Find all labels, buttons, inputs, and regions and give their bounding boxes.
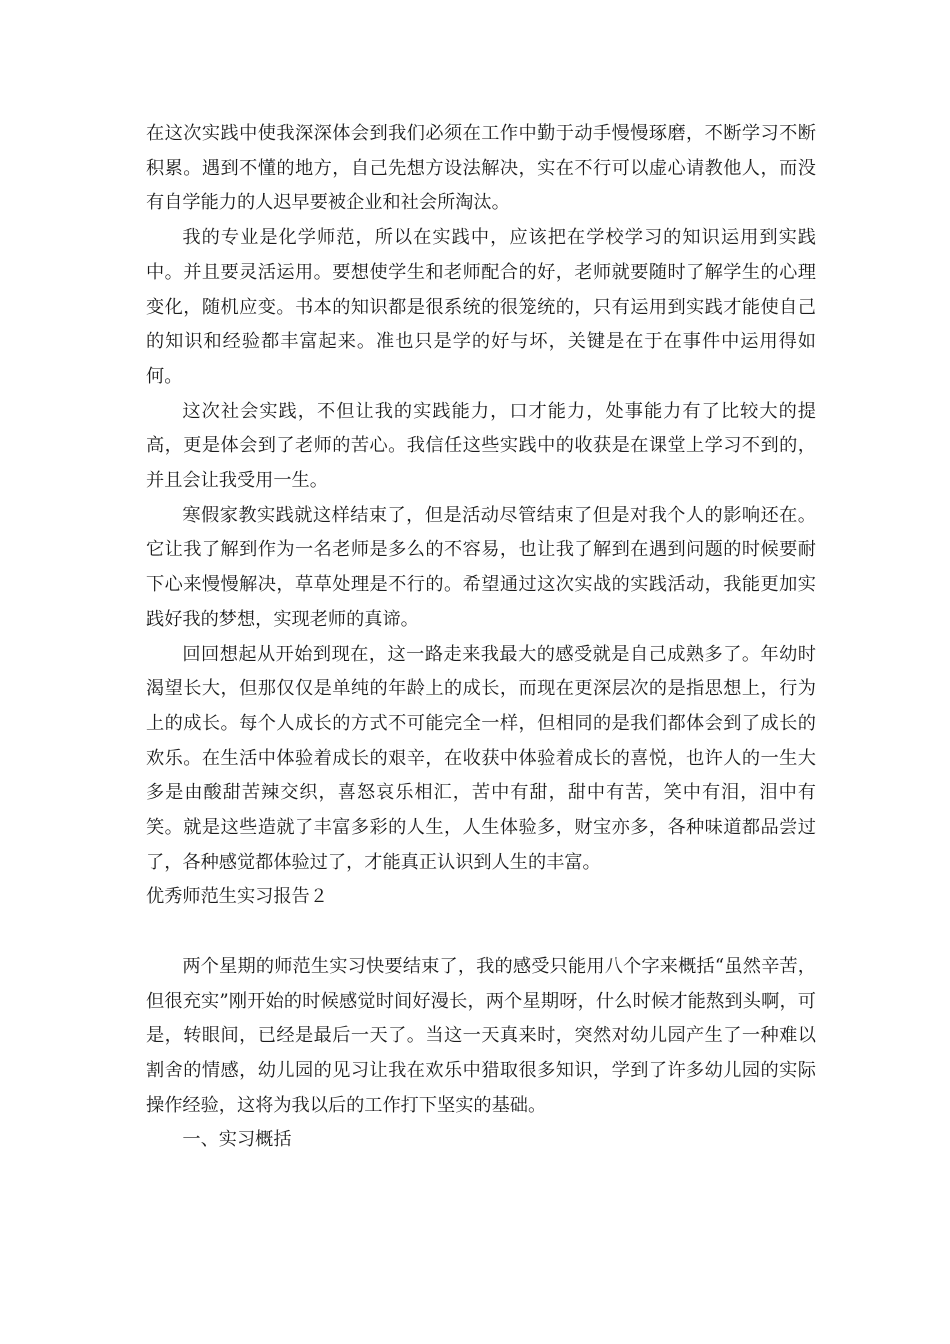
document-page <box>146 117 816 1158</box>
body-paragraph: 寒假家教实践就这样结束了，但是活动尽管结束了但是对我个人的影响还在。它让我了解到作为一名老师是多么的不容易，也让我了解到在遇到问题的时候要耐下心来慢慢解决，草草处理是不行的。希望通过这次实战的实践活动，我能更加实践好我的梦想，实现老师的真谛。 <box>146 504 816 630</box>
body-paragraph: 在这次实践中使我深深体会到我们必须在工作中勤于动手慢慢琢磨，不断学习不断积累。遇到不懂的地方，自己先想方设法解决，实在不行可以虚心请教他人，而没有自学能力的人迟早要被企业和社会所淘汰。 <box>146 123 816 214</box>
body-paragraph: 回回想起从开始到现在，这一路走来我最大的感受就是自己成熟多了。年幼时渴望长大，但那仅仅是单纯的年龄上的成长，而现在更深层次的是指思想上，行为上的成长。每个人成长的方式不可能完全一样，但相同的是我们都体会到了成长的欢乐。在生活中体验着成长的艰辛，在收获中体验着成长的喜悦，也许人的一生大多是由酸甜苦辣交织，喜怒哀乐相汇，苦中有甜，甜中有苦，笑中有泪，泪中有笑。就是这些造就了丰富多彩的人生，人生体验多，财宝亦多，各种味道都品尝过了，各种感觉都体验过了，才能真正认识到人生的丰富。 <box>146 643 816 873</box>
body-paragraph: 两个星期的师范生实习快要结束了，我的感受只能用八个字来概括“虽然辛苦，但很充实”刚开始的时候感觉时间好漫长，两个星期呀，什么时候才能熬到头啊，可是，转眼间，已经是最后一天了。当这一天真来时，突然对幼儿园产生了一种难以割舍的情感，幼儿园的见习让我在欢乐中猎取很多知识，学到了许多幼儿园的实际操作经验，这将为我以后的工作打下坚实的基础。 <box>146 955 816 1116</box>
body-paragraph: 这次社会实践，不但让我的实践能力，口才能力，处事能力有了比较大的提高，更是体会到了老师的苦心。我信任这些实践中的收获是在课堂上学习不到的，并且会让我受用一生。 <box>146 400 816 492</box>
body-paragraph: 我的专业是化学师范，所以在实践中，应该把在学校学习的知识运用到实践中。并且要灵活运用。要想使学生和老师配合的好，老师就要随时了解学生的心理变化，随机应变。书本的知识都是很系统的很笼统的，只有运用到实践才能使自己的知识和经验都丰富起来。准也只是学的好与坏，关键是在于在事件中运用得如何。 <box>146 227 816 387</box>
blank-line <box>146 915 816 950</box>
subsection-heading: 一、实习概括 <box>182 1129 292 1151</box>
section-title: 优秀师范生实习报告２ <box>146 886 328 908</box>
